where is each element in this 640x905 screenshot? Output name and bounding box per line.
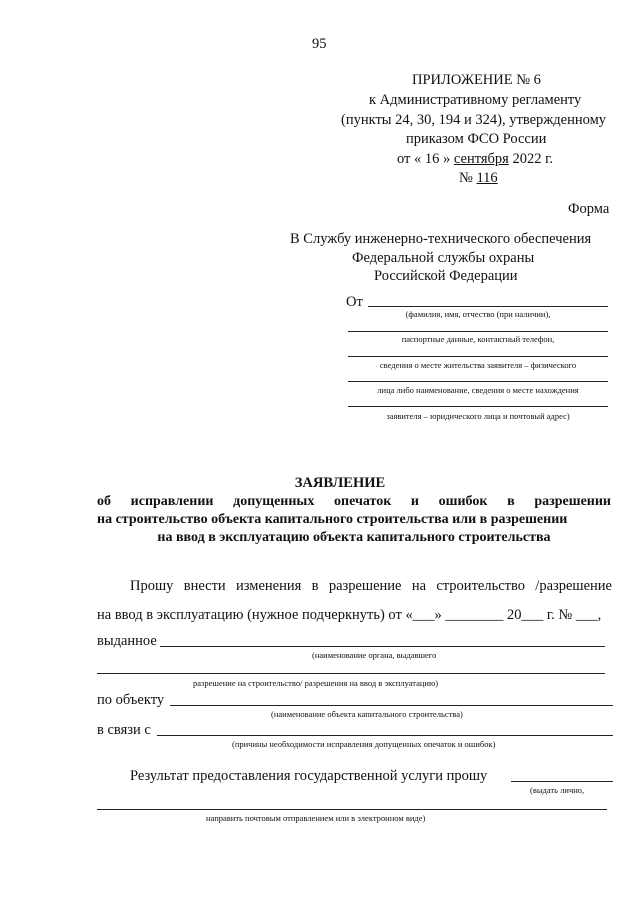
result-line[interactable] (511, 781, 613, 782)
form-label: Форма (568, 201, 610, 217)
result-label: Результат предоставления государственной услуги прошу (130, 768, 488, 784)
reason-label: в связи с (97, 722, 151, 738)
result-hint: (выдать лично, (530, 785, 585, 795)
result-line-2[interactable] (97, 809, 607, 810)
statement-title: ЗАЯВЛЕНИЕ (294, 475, 386, 491)
from-hint-5: заявителя – юридического лица и почтовый адрес) (386, 411, 570, 421)
from-line-1[interactable] (368, 306, 608, 307)
appendix-number-value: 116 (476, 170, 498, 186)
issued-line-2[interactable] (97, 673, 605, 674)
reason-line[interactable] (157, 735, 613, 736)
issued-line[interactable] (160, 646, 605, 647)
object-line[interactable] (170, 705, 613, 706)
issued-label: выданное (97, 633, 157, 649)
from-hint-3: сведения о месте жительства заявителя – физического (379, 360, 577, 370)
from-line-4[interactable] (348, 381, 608, 382)
appendix-line-3: приказом ФСО России (406, 131, 547, 147)
from-hint-2: паспортные данные, контактный телефон, (401, 334, 555, 344)
statement-subtitle-2: на строительство объекта капитального строительства или в разрешении (97, 512, 568, 527)
appendix-date-prefix: от « 16 » (397, 151, 451, 167)
addressee-line-3: Российской Федерации (374, 268, 518, 284)
appendix-date (397, 151, 553, 168)
statement-subtitle-1: об исправлении допущенных опечаток и ошибок в разрешении (97, 494, 611, 509)
from-line-3[interactable] (348, 356, 608, 357)
object-label: по объекту (97, 692, 165, 708)
page-number: 95 (312, 36, 327, 52)
appendix-number (459, 170, 498, 187)
result-hint-2: направить почтовым отправлением или в электронном виде) (206, 813, 426, 823)
appendix-title: ПРИЛОЖЕНИЕ № 6 (412, 72, 541, 88)
statement-subtitle-3: на ввод в эксплуатацию объекта капитального строительства (157, 530, 551, 545)
issued-hint: (наименование органа, выдавшего (312, 650, 437, 660)
appendix-date-month: сентября (453, 151, 509, 167)
appendix-line-2: (пункты 24, 30, 194 и 324), утвержденному (341, 112, 607, 128)
from-label: От (346, 294, 363, 310)
addressee-line-1: В Службу инженерно-технического обеспечения (290, 231, 592, 247)
from-line-2[interactable] (348, 331, 608, 332)
from-hint-1: (фамилия, имя, отчество (при наличии), (405, 309, 551, 319)
reason-hint: (причины необходимости исправления допущенных опечаток и ошибок) (232, 739, 496, 749)
object-hint: (наименование объекта капитального строительства) (271, 709, 463, 719)
appendix-date-suffix: 2022 г. (512, 151, 554, 167)
appendix-line-1: к Административному регламенту (369, 92, 582, 108)
from-hint-4: лица либо наименование, сведения о месте нахождения (377, 385, 579, 395)
request-line-2: на ввод в эксплуатацию (нужное подчеркнуть) от «___» ________ 20___ г. № ___, (97, 607, 602, 623)
appendix-number-prefix: № (459, 170, 473, 186)
addressee-line-2: Федеральной службы охраны (352, 250, 535, 266)
from-line-5[interactable] (348, 406, 608, 407)
issued-hint-2: разрешение на строительство/ разрешения на ввод в эксплуатацию) (193, 678, 439, 688)
request-line-1: Прошу внести изменения в разрешение на строительство /разрешение (130, 578, 612, 594)
